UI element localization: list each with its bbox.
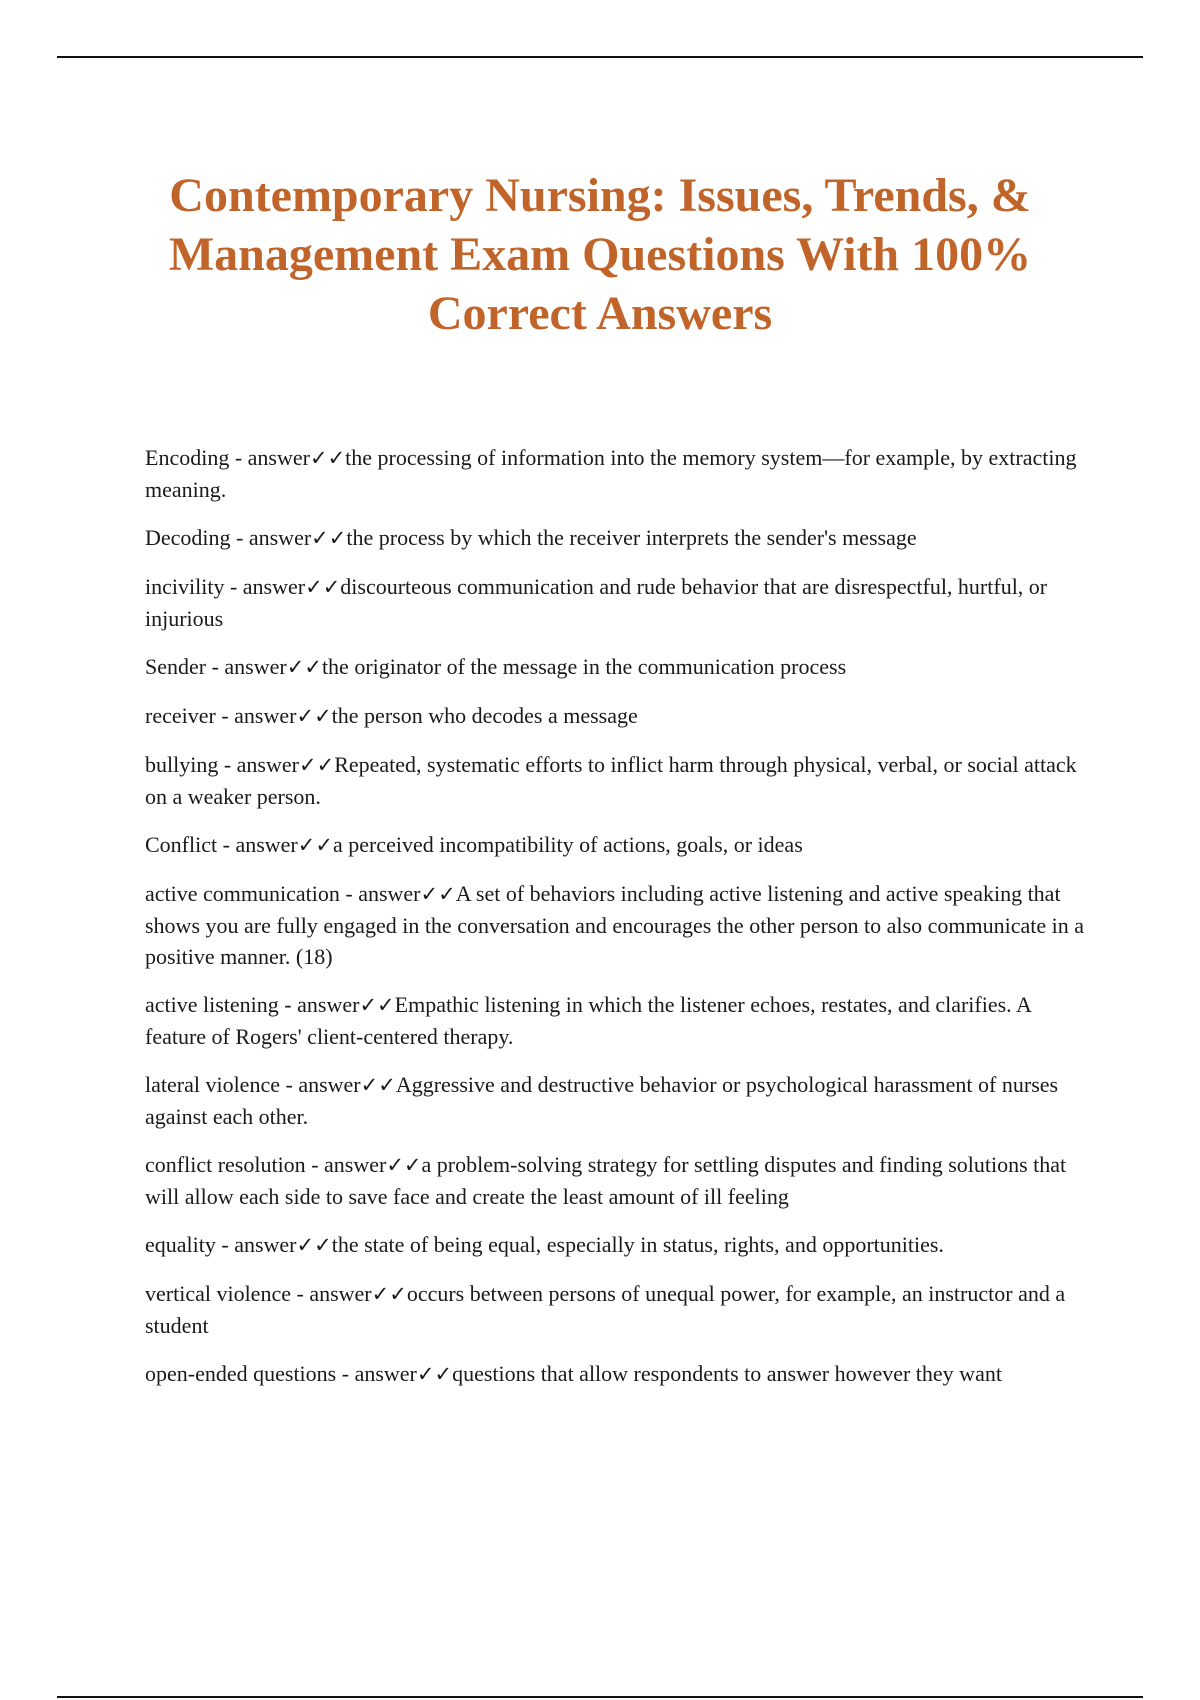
entry-definition: Repeated, systematic efforts to inflict harm through physical, verbal, or social attack on a weaker person. — [145, 752, 1077, 809]
entry-definition: the process by which the receiver interprets the sender's message — [346, 525, 917, 550]
checkmark-icon: ✓✓ — [286, 655, 322, 679]
entry-definition: a perceived incompatibility of actions, goals, or ideas — [332, 832, 803, 857]
entry-term: receiver — [145, 703, 216, 728]
entry-definition: the person who decodes a message — [331, 703, 638, 728]
entry-separator: - — [224, 574, 243, 599]
entry-term: Decoding — [145, 525, 231, 550]
entry-definition: Aggressive and destructive behavior or psychological harassment of nurses against each other. — [145, 1072, 1059, 1129]
entry-definition: the state of being equal, especially in status, rights, and opportunities. — [331, 1232, 944, 1257]
checkmark-icon: ✓✓ — [305, 575, 341, 599]
answer-label: answer — [224, 654, 287, 679]
entry-term: vertical violence — [145, 1281, 291, 1306]
answer-label: answer — [297, 992, 360, 1017]
checkmark-icon: ✓✓ — [416, 1362, 453, 1386]
answer-label: answer — [358, 881, 421, 906]
entry-definition: the processing of information into the memory system—for example, by extracting meaning. — [145, 445, 1077, 502]
qa-entry — [145, 442, 1095, 505]
answer-label: answer — [309, 1281, 372, 1306]
entry-separator: - — [217, 832, 236, 857]
checkmark-icon: ✓✓ — [360, 1073, 396, 1097]
qa-entry — [145, 700, 1095, 732]
entry-separator: - — [218, 752, 237, 777]
top-rule — [57, 56, 1143, 58]
entry-term: Conflict — [145, 832, 218, 857]
qa-entry — [145, 1069, 1095, 1132]
entry-definition: A set of behaviors including active listening and active speaking that shows you are fully engaged in the conversation and encourages the other person to also communicate in a positive manner. (18) — [145, 881, 1084, 969]
entry-separator: - — [290, 1281, 310, 1306]
answer-label: answer — [242, 574, 306, 599]
checkmark-icon: ✓✓ — [309, 446, 346, 470]
entry-separator: - — [339, 881, 359, 906]
entry-term: active listening — [145, 992, 279, 1017]
answer-label: answer — [234, 703, 297, 728]
qa-entry — [145, 1278, 1095, 1341]
checkmark-icon: ✓✓ — [311, 526, 347, 550]
qa-entry — [145, 522, 1095, 554]
checkmark-icon: ✓✓ — [420, 882, 456, 906]
answer-label: answer — [248, 525, 312, 550]
qa-entry — [145, 1358, 1095, 1390]
entry-definition: discourteous communication and rude behavior that are disrespectful, hurtful, or injurious — [145, 574, 1048, 631]
checkmark-icon: ✓✓ — [298, 753, 335, 777]
answer-label: answer — [236, 752, 299, 777]
qa-list — [145, 442, 1095, 1407]
entry-separator: - — [215, 1232, 235, 1257]
qa-entry — [145, 749, 1095, 812]
entry-definition: the originator of the message in the communication process — [321, 654, 847, 679]
entry-term: conflict resolution — [145, 1152, 306, 1177]
entry-term: open-ended questions — [145, 1361, 337, 1386]
checkmark-icon: ✓✓ — [296, 704, 332, 728]
checkmark-icon: ✓✓ — [297, 833, 333, 857]
answer-label: answer — [298, 1072, 361, 1097]
bottom-rule — [57, 1696, 1143, 1698]
checkmark-icon: ✓✓ — [371, 1282, 407, 1306]
qa-entry — [145, 878, 1095, 972]
entry-separator: - — [279, 1072, 299, 1097]
answer-label: answer — [247, 445, 310, 470]
checkmark-icon: ✓✓ — [386, 1153, 422, 1177]
entry-definition: a problem-solving strategy for settling disputes and finding solutions that will allow each side to save face and create the least amount of ill feeling — [145, 1152, 1067, 1209]
answer-label: answer — [354, 1361, 417, 1386]
entry-separator: - — [206, 654, 225, 679]
entry-term: incivility — [145, 574, 225, 599]
entry-separator: - — [278, 992, 298, 1017]
qa-entry — [145, 651, 1095, 683]
entry-term: equality — [145, 1232, 216, 1257]
entry-separator: - — [215, 703, 235, 728]
answer-label: answer — [235, 832, 298, 857]
entry-term: active communication — [145, 881, 340, 906]
answer-label: answer — [234, 1232, 297, 1257]
checkmark-icon: ✓✓ — [296, 1233, 332, 1257]
qa-entry — [145, 1229, 1095, 1261]
qa-entry — [145, 989, 1095, 1052]
qa-entry — [145, 829, 1095, 861]
entry-term: Encoding — [145, 445, 230, 470]
entry-definition: Empathic listening in which the listener echoes, restates, and clarifies. A feature of Rogers' client-centered therapy. — [145, 992, 1031, 1049]
entry-term: Sender — [145, 654, 207, 679]
qa-entry — [145, 1149, 1095, 1212]
checkmark-icon: ✓✓ — [359, 993, 395, 1017]
qa-entry — [145, 571, 1095, 634]
entry-separator: - — [336, 1361, 355, 1386]
entry-separator: - — [305, 1152, 325, 1177]
entry-term: lateral violence — [145, 1072, 280, 1097]
entry-definition: occurs between persons of unequal power, for example, an instructor and a student — [145, 1281, 1066, 1338]
document-title: Contemporary Nursing: Issues, Trends, & Management Exam Questions With 100% Correct Answers — [168, 169, 1032, 340]
answer-label: answer — [324, 1152, 387, 1177]
entry-term: bullying — [145, 752, 219, 777]
entry-separator: - — [230, 525, 249, 550]
entry-definition: questions that allow respondents to answer however they want — [452, 1361, 1002, 1386]
entry-separator: - — [229, 445, 248, 470]
